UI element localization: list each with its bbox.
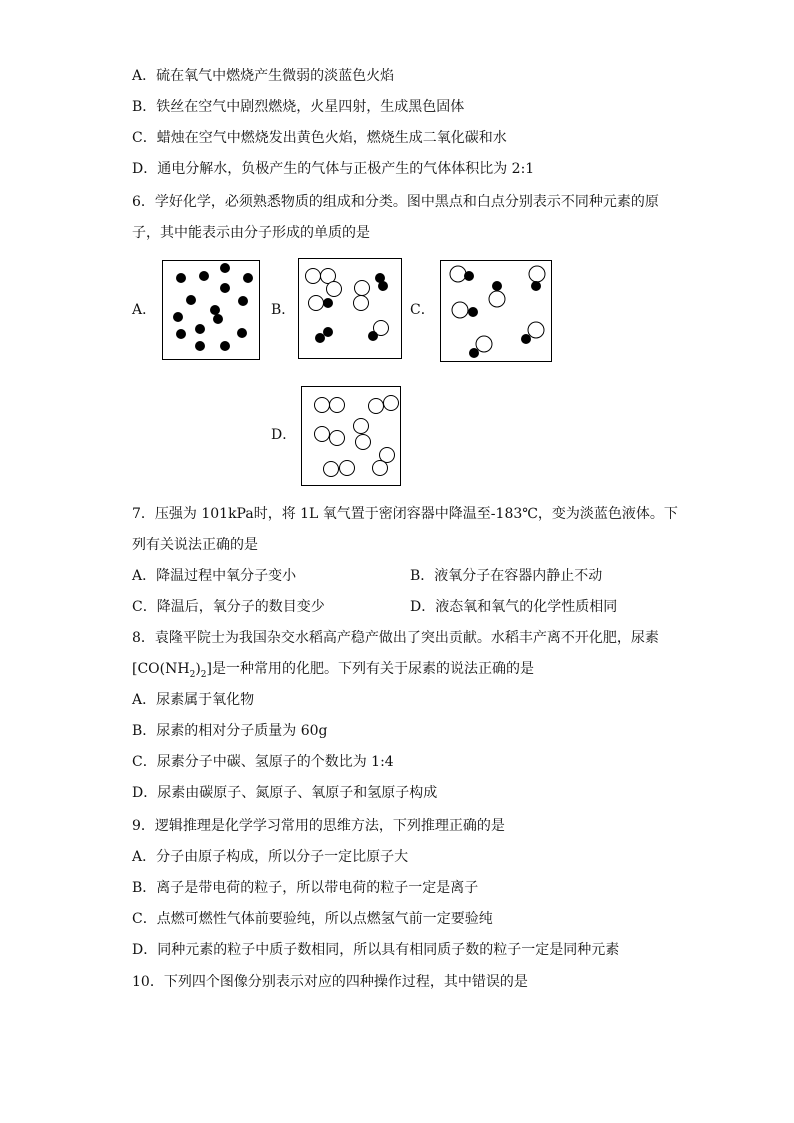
white-atom [355,281,370,296]
q9-option-c: C．点燃可燃性气体前要验纯，所以点燃氢气前一定要验纯 [132,911,493,927]
q6-diagram-c [440,260,552,362]
q8-stem-line1: 8．袁隆平院士为我国杂交水稻高产稳产做出了突出贡献。水稻丰产离不开化肥，尿素 [132,630,659,646]
q10-stem: 10．下列四个图像分别表示对应的四种操作过程，其中错误的是 [132,974,528,990]
white-atom [529,266,545,282]
q9-stem: 9．逻辑推理是化学学习常用的思维方法，下列推理正确的是 [132,818,505,834]
q6-label-a: A． [132,302,157,318]
black-atom [378,281,388,291]
q7-option-b: B．液氧分子在容器内静止不动 [410,568,603,584]
q5-option-d: D．通电分解水，负极产生的气体与正极产生的气体体积比为 2:1 [132,161,535,177]
black-atom [238,296,248,306]
black-atom [323,327,333,337]
black-atom [531,281,541,291]
white-atom [489,291,505,307]
black-atom [368,331,378,341]
q8-formula-sub1: 2 [189,669,196,680]
q6-diagram-d [301,386,401,486]
q6-diagram-a [162,260,260,360]
black-atom [469,348,479,358]
black-atom [173,312,183,322]
white-atom [340,461,355,476]
q5-option-c: C．蜡烛在空气中燃烧发出黄色火焰，燃烧生成二氧化碳和水 [132,130,507,146]
q7-option-c: C．降温后，氧分子的数目变少 [132,599,325,615]
q9-option-d: D．同种元素的粒子中质子数相同，所以具有相同质子数的粒子一定是同种元素 [132,942,620,958]
white-atom [373,461,388,476]
q8-stem-rest: ]是一种常用的化肥。下列有关于尿素的说法正确的是 [206,661,534,677]
white-atom [476,336,492,352]
black-atom [464,271,474,281]
white-atom [528,322,544,338]
white-atom [306,269,321,284]
q7-option-d: D．液态氧和氧气的化学性质相同 [410,599,618,615]
white-atom [315,427,330,442]
black-atom [521,334,531,344]
black-atom [468,307,478,317]
q8-option-d: D．尿素由碳原子、氮原子、氧原子和氢原子构成 [132,785,438,801]
black-atom [199,271,209,281]
white-atom [327,282,342,297]
white-atom [309,296,324,311]
q6-label-b: B． [271,302,296,318]
white-atom [452,302,468,318]
q5-option-a: A．硫在氧气中燃烧产生微弱的淡蓝色火焰 [132,68,395,84]
q7-stem-line2: 列有关说法正确的是 [132,537,258,553]
q8-option-c: C．尿素分子中碳、氢原子的个数比为 1:4 [132,754,394,770]
black-atom [176,273,186,283]
white-atom [369,399,384,414]
black-atom [220,341,230,351]
white-atom [450,266,466,282]
q7-stem-line1: 7．压强为 101kPa时，将 1L 氧气置于密闭容器中降温至-183℃，变为淡蓝色液体。下 [132,506,678,522]
white-atom [315,398,330,413]
white-atom [354,419,369,434]
white-atom [330,431,345,446]
q9-option-a: A．分子由原子构成，所以分子一定比原子大 [132,849,409,865]
black-atom [195,341,205,351]
q8-option-a: A．尿素属于氧化物 [132,692,255,708]
q8-option-b: B．尿素的相对分子质量为 60g [132,723,328,739]
black-atom [186,295,196,305]
black-atom [220,263,230,273]
black-atom [220,283,230,293]
white-atom [354,296,369,311]
q6-stem-line2: 子，其中能表示由分子形成的单质的是 [132,225,370,241]
q5-option-b: B．铁丝在空气中剧烈燃烧，火星四射，生成黑色固体 [132,99,465,115]
q7-option-a: A．降温过程中氧分子变小 [132,568,297,584]
white-atom [330,398,345,413]
white-atom [384,396,399,411]
q8-formula-part2: ) [195,661,201,677]
white-atom [324,462,339,477]
q6-stem-line1: 6．学好化学，必须熟悉物质的组成和分类。图中黑点和白点分别表示不同种元素的原 [132,194,659,210]
black-atom [176,329,186,339]
q9-option-b: B．离子是带电荷的粒子，所以带电荷的粒子一定是离子 [132,880,479,896]
q6-label-c: C． [410,302,435,318]
black-atom [243,273,253,283]
q6-label-d: D． [271,427,297,443]
q8-formula-part1: [CO(NH [132,661,190,677]
q8-stem-line2 [132,659,534,685]
black-atom [323,298,333,308]
black-atom [492,281,502,291]
black-atom [237,328,247,338]
black-atom [195,324,205,334]
black-atom [315,333,325,343]
black-atom [213,314,223,324]
black-atom [210,305,220,315]
q8-formula-sub2: 2 [200,669,207,680]
q6-diagram-b [298,258,402,359]
white-atom [356,435,371,450]
